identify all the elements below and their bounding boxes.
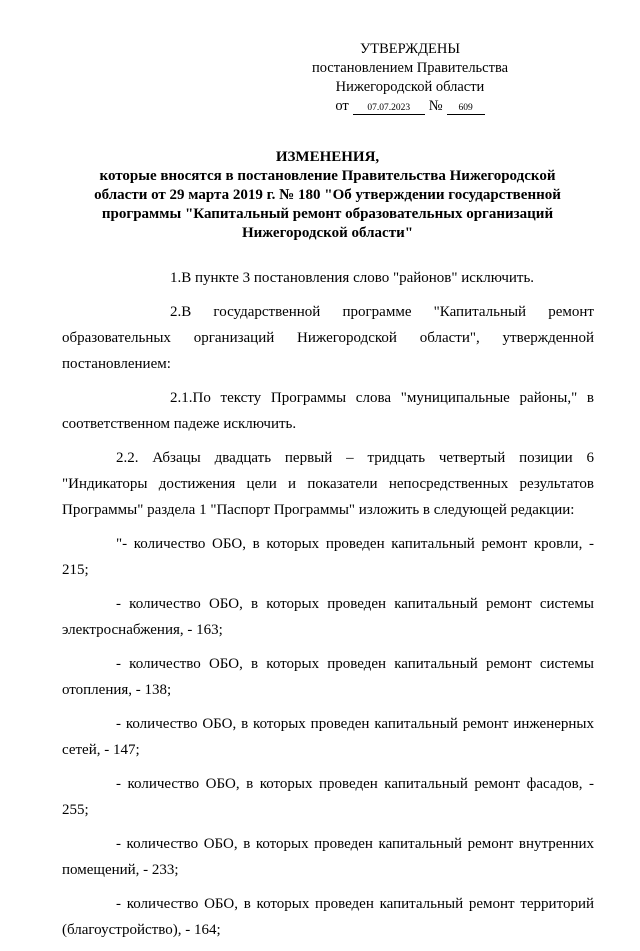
paragraph: - количество ОБО, в которых проведен капитальный ремонт территорий (благоустройство), - 164; xyxy=(62,896,594,938)
paragraph: - количество ОБО, в которых проведен капитальный ремонт фасадов, - 255; xyxy=(62,776,594,818)
approval-stamp xyxy=(300,40,520,116)
list-item xyxy=(62,385,594,437)
paragraph: - количество ОБО, в которых проведен капитальный ремонт инженерных сетей, - 147; xyxy=(62,716,594,758)
list-item xyxy=(62,299,594,377)
document-title xyxy=(80,148,575,243)
document-heading: ИЗМЕНЕНИЯ, xyxy=(275,149,380,165)
item-text: В государственной программе "Капитальный ремонт образовательных организаций Нижегородской области", утвержденной постановлением: xyxy=(62,304,594,372)
paragraph: 2.2. Абзацы двадцать первый – тридцать четвертый позиции 6 "Индикаторы достижения цели и показатели непосредственных результатов Программы" раздела 1 "Паспорт Программы" изложить в следующей редакции: xyxy=(62,450,594,518)
paragraph: "- количество ОБО, в которых проведен капитальный ремонт кровли, - 215; xyxy=(62,536,594,578)
approval-line-2: Нижегородской области xyxy=(335,79,485,95)
document-subtitle: которые вносятся в постановление Правительства Нижегородской области от 29 марта 2019 г. № 180 "Об утверждении государственной программы "Капитальный ремонт образовательных организаций Нижегородской области" xyxy=(94,168,561,241)
from-label: от xyxy=(335,98,349,114)
approval-title: УТВЕРЖДЕНЫ xyxy=(359,41,461,57)
document-body xyxy=(62,265,594,951)
approval-number: 609 xyxy=(447,103,485,115)
item-number: 1. xyxy=(170,270,182,286)
approval-date: 07.07.2023 xyxy=(353,103,425,115)
paragraph: - количество ОБО, в которых проведен капитальный ремонт системы электроснабжения, - 163; xyxy=(62,596,594,638)
paragraph: - количество ОБО, в которых проведен капитальный ремонт внутренних помещений, - 233; xyxy=(62,836,594,878)
item-number: 2. xyxy=(170,304,182,320)
list-item xyxy=(62,265,594,291)
number-label: № xyxy=(428,98,443,114)
paragraph: - количество ОБО, в которых проведен капитальный ремонт системы отопления, - 138; xyxy=(62,656,594,698)
approval-date-number xyxy=(300,97,520,116)
item-text: По тексту Программы слова "муниципальные районы," в соответственном падеже исключить. xyxy=(62,390,594,432)
item-text: В пункте 3 постановления слово "районов" исключить. xyxy=(181,270,535,286)
approval-line-1: постановлением Правительства xyxy=(311,60,509,76)
item-number: 2.1. xyxy=(170,390,193,406)
